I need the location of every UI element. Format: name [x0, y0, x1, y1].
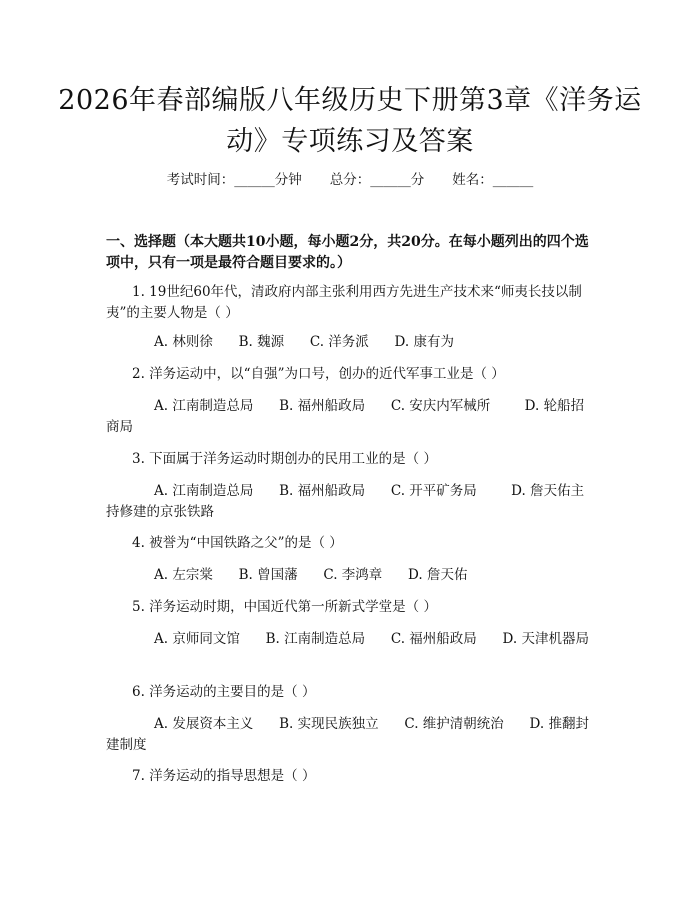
option-c: C. 维护清朝统治	[404, 716, 504, 732]
question-5-options	[106, 629, 596, 650]
question-2-options	[106, 396, 596, 438]
question-stem: 7. 洋务运动的指导思想是（ ）	[132, 768, 316, 784]
question-3-options	[106, 481, 596, 523]
option-c: C. 洋务派	[309, 334, 369, 350]
exam-time-field: 考试时间：______分钟	[166, 172, 302, 188]
option-b: B. 福州船政局	[279, 398, 366, 414]
question-3	[106, 449, 596, 470]
total-score-field: 总分：______分	[329, 172, 425, 188]
question-4-options	[106, 565, 596, 586]
question-stem: 4. 被誉为“中国铁路之父”的是（ ）	[132, 535, 343, 551]
question-stem: 2. 洋务运动中，以“自强”为口号，创办的近代军事工业是（ ）	[132, 366, 505, 382]
option-d: D. 詹天佑	[408, 567, 468, 583]
question-1-options	[106, 332, 596, 353]
question-4	[106, 533, 596, 554]
question-stem: 6. 洋务运动的主要目的是（ ）	[132, 684, 316, 700]
question-7	[106, 766, 596, 787]
question-5	[106, 597, 596, 618]
question-stem: 5. 洋务运动时期，中国近代第一所新式学堂是（ ）	[132, 599, 437, 615]
option-d: D. 推翻封建制度	[106, 716, 589, 753]
option-c: C. 福州船政局	[390, 631, 477, 647]
name-field: 姓名：______	[452, 172, 534, 188]
exam-meta	[0, 170, 700, 190]
question-2	[106, 364, 596, 385]
option-a: A. 左宗棠	[154, 567, 213, 583]
option-a: A. 发展资本主义	[154, 716, 254, 732]
option-b: B. 福州船政局	[279, 483, 366, 499]
question-stem: 3. 下面属于洋务运动时期创办的民用工业的是（ ）	[132, 451, 437, 467]
option-d: D. 轮船招商局	[106, 398, 585, 435]
option-b: B. 江南制造总局	[265, 631, 366, 647]
option-c: C. 安庆内军械所	[390, 398, 491, 414]
option-b: B. 曾国藩	[238, 567, 298, 583]
question-6-options	[106, 714, 596, 756]
option-d: D. 詹天佑主持修建的京张铁路	[106, 483, 585, 520]
option-a: A. 林则徐	[154, 334, 213, 350]
question-6	[106, 682, 596, 703]
option-c: C. 开平矿务局	[390, 483, 477, 499]
option-b: B. 魏源	[238, 334, 285, 350]
option-a: A. 江南制造总局	[154, 483, 254, 499]
document-title: 2026年春部编版八年级历史下册第3章《洋务运动》专项练习及答案	[58, 85, 642, 157]
option-d: D. 天津机器局	[502, 631, 589, 647]
option-c: C. 李鸿章	[323, 567, 383, 583]
option-a: A. 京师同文馆	[154, 631, 240, 647]
option-d: D. 康有为	[394, 334, 454, 350]
option-b: B. 实现民族独立	[279, 716, 379, 732]
question-1	[106, 282, 596, 324]
option-a: A. 江南制造总局	[154, 398, 254, 414]
section-heading: 一、选择题（本大题共10小题，每小题2分，共20分。在每小题列出的四个选项中，只有一项是最符合题目要求的。）	[106, 234, 589, 271]
question-stem: 1. 19世纪60年代，清政府内部主张利用西方先进生产技术来“师夷长技以制夷”的主要人物是（ ）	[106, 284, 582, 321]
